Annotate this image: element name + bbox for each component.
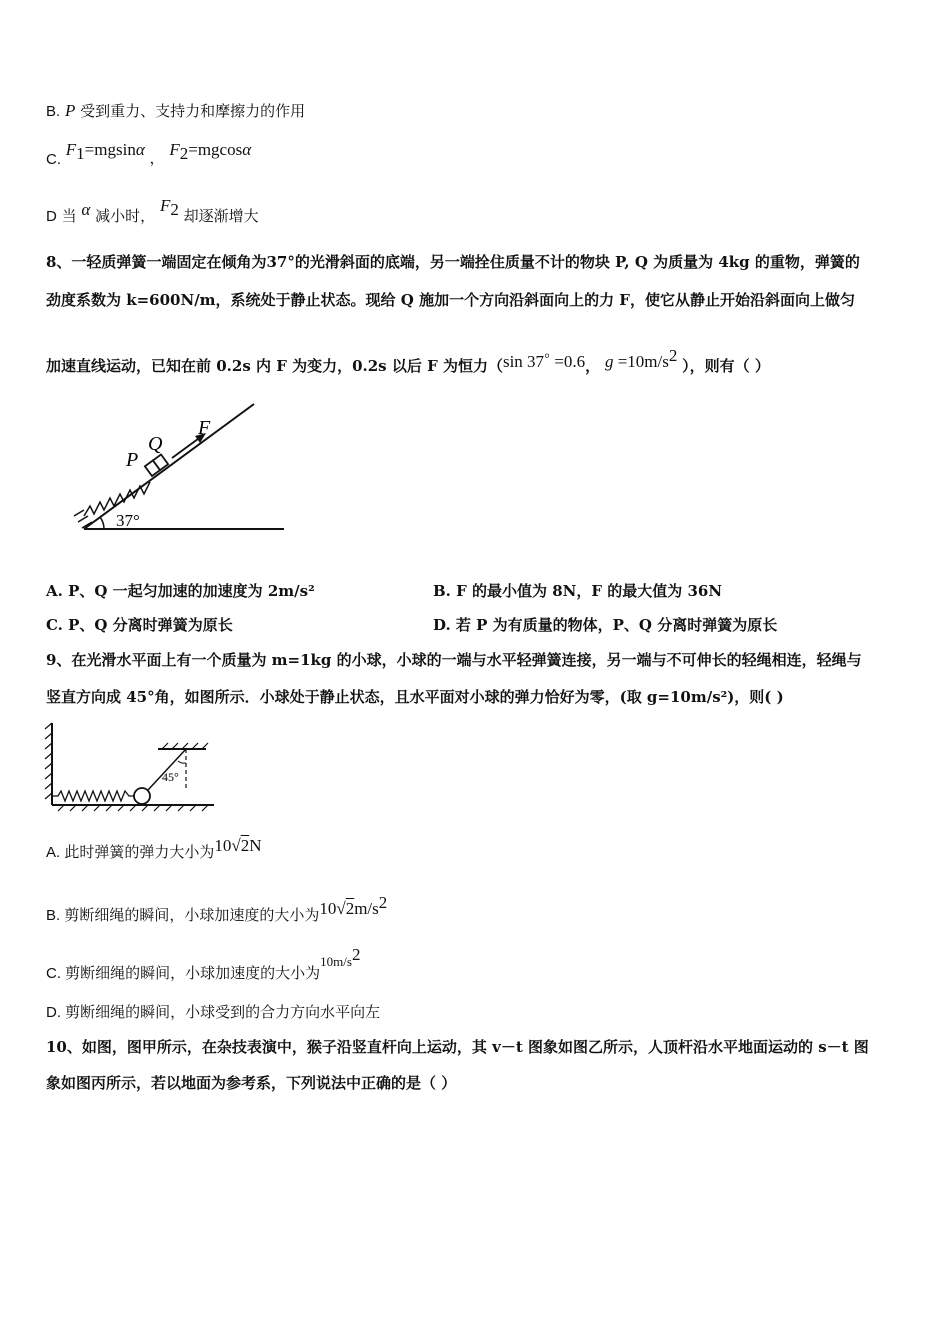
q7-option-d: D 当 α 减小时， $F_2$ 却逐渐增大 <box>46 196 259 225</box>
q8-option-a: A. P、Q 一起匀加速的加速度为 2m/s² <box>46 582 315 600</box>
q10-stem-line1: 10、如图，图甲所示，在杂技表演中，猴子沿竖直杆向上运动，其 v－t 图象如图乙所示，人顶杆沿水平地面运动的 s－t 图 <box>46 1038 869 1056</box>
spring <box>52 791 134 801</box>
q8-option-b: B. F 的最小值为 8N，F 的最大值为 36N <box>433 582 723 600</box>
q7-option-b: B. P 受到重力、支持力和摩擦力的作用 <box>46 101 306 120</box>
q8-option-c: C. P、Q 分离时弹簧为原长 <box>46 616 233 634</box>
q7-option-c: C. $F_1=mgsin\alpha$ ， $F_2=mgcos\alpha$ <box>46 140 252 168</box>
label-q: Q <box>148 433 163 455</box>
q9-option-a: A. 此时弹簧的弹力大小为10√2N <box>46 836 262 861</box>
q9-option-b: B. 剪断细绳的瞬间，小球加速度的大小为$10√2m/s^2$ <box>46 893 388 924</box>
q9-stem-line2: 竖直方向成 45°角，如图所示．小球处于静止状态，且水平面对小球的弹力恰好为零，(取 g=10m/s²)，则( ) <box>46 688 784 706</box>
q9-option-d: D. 剪断细绳的瞬间，小球受到的合力方向水平向左 <box>46 1004 381 1021</box>
q9-option-c: C. 剪断细绳的瞬间，小球加速度的大小为$10m/s^2$ <box>46 945 361 982</box>
q8-stem-line1: 8、一轻质弹簧一端固定在倾角为37°的光滑斜面的底端，另一端拴住质量不计的物块 P, Q 为质量为 4kg 的重物，弹簧的 <box>46 253 860 271</box>
label-f: F <box>198 417 211 439</box>
q9-spring-ball-figure <box>44 719 220 813</box>
block-pq <box>145 454 168 476</box>
q8-incline-figure <box>60 398 300 538</box>
incline-line <box>84 404 254 529</box>
q8-option-d: D. 若 P 为有质量的物体，P、Q 分离时弹簧为原长 <box>433 616 778 634</box>
ball <box>134 788 150 804</box>
q8-stem-line3: 加速直线运动，已知在前 0.2s 内 F 为变力，0.2s 以后 F 为恒力（sin 37◦ =0.6， $g =10m/s^2$ ），则有（ ） <box>46 346 770 375</box>
q9-stem-line1: 9、在光滑水平面上有一个质量为 m=1kg 的小球，小球的一端与水平轻弹簧连接，另一端与不可伸长的轻绳相连，轻绳与 <box>46 651 862 669</box>
label-angle: 37° <box>116 511 140 530</box>
q8-stem-line2: 劲度系数为 k=600N/m，系统处于静止状态。现给 Q 施加一个方向沿斜面向上的力 F，使它从静止开始沿斜面向上做匀 <box>46 291 855 309</box>
angle-arc <box>100 517 104 529</box>
label-angle: 45° <box>162 770 179 784</box>
q10-stem-line2: 象如图丙所示，若以地面为参考系，下列说法中正确的是（ ） <box>46 1074 457 1092</box>
label-p: P <box>126 449 139 471</box>
